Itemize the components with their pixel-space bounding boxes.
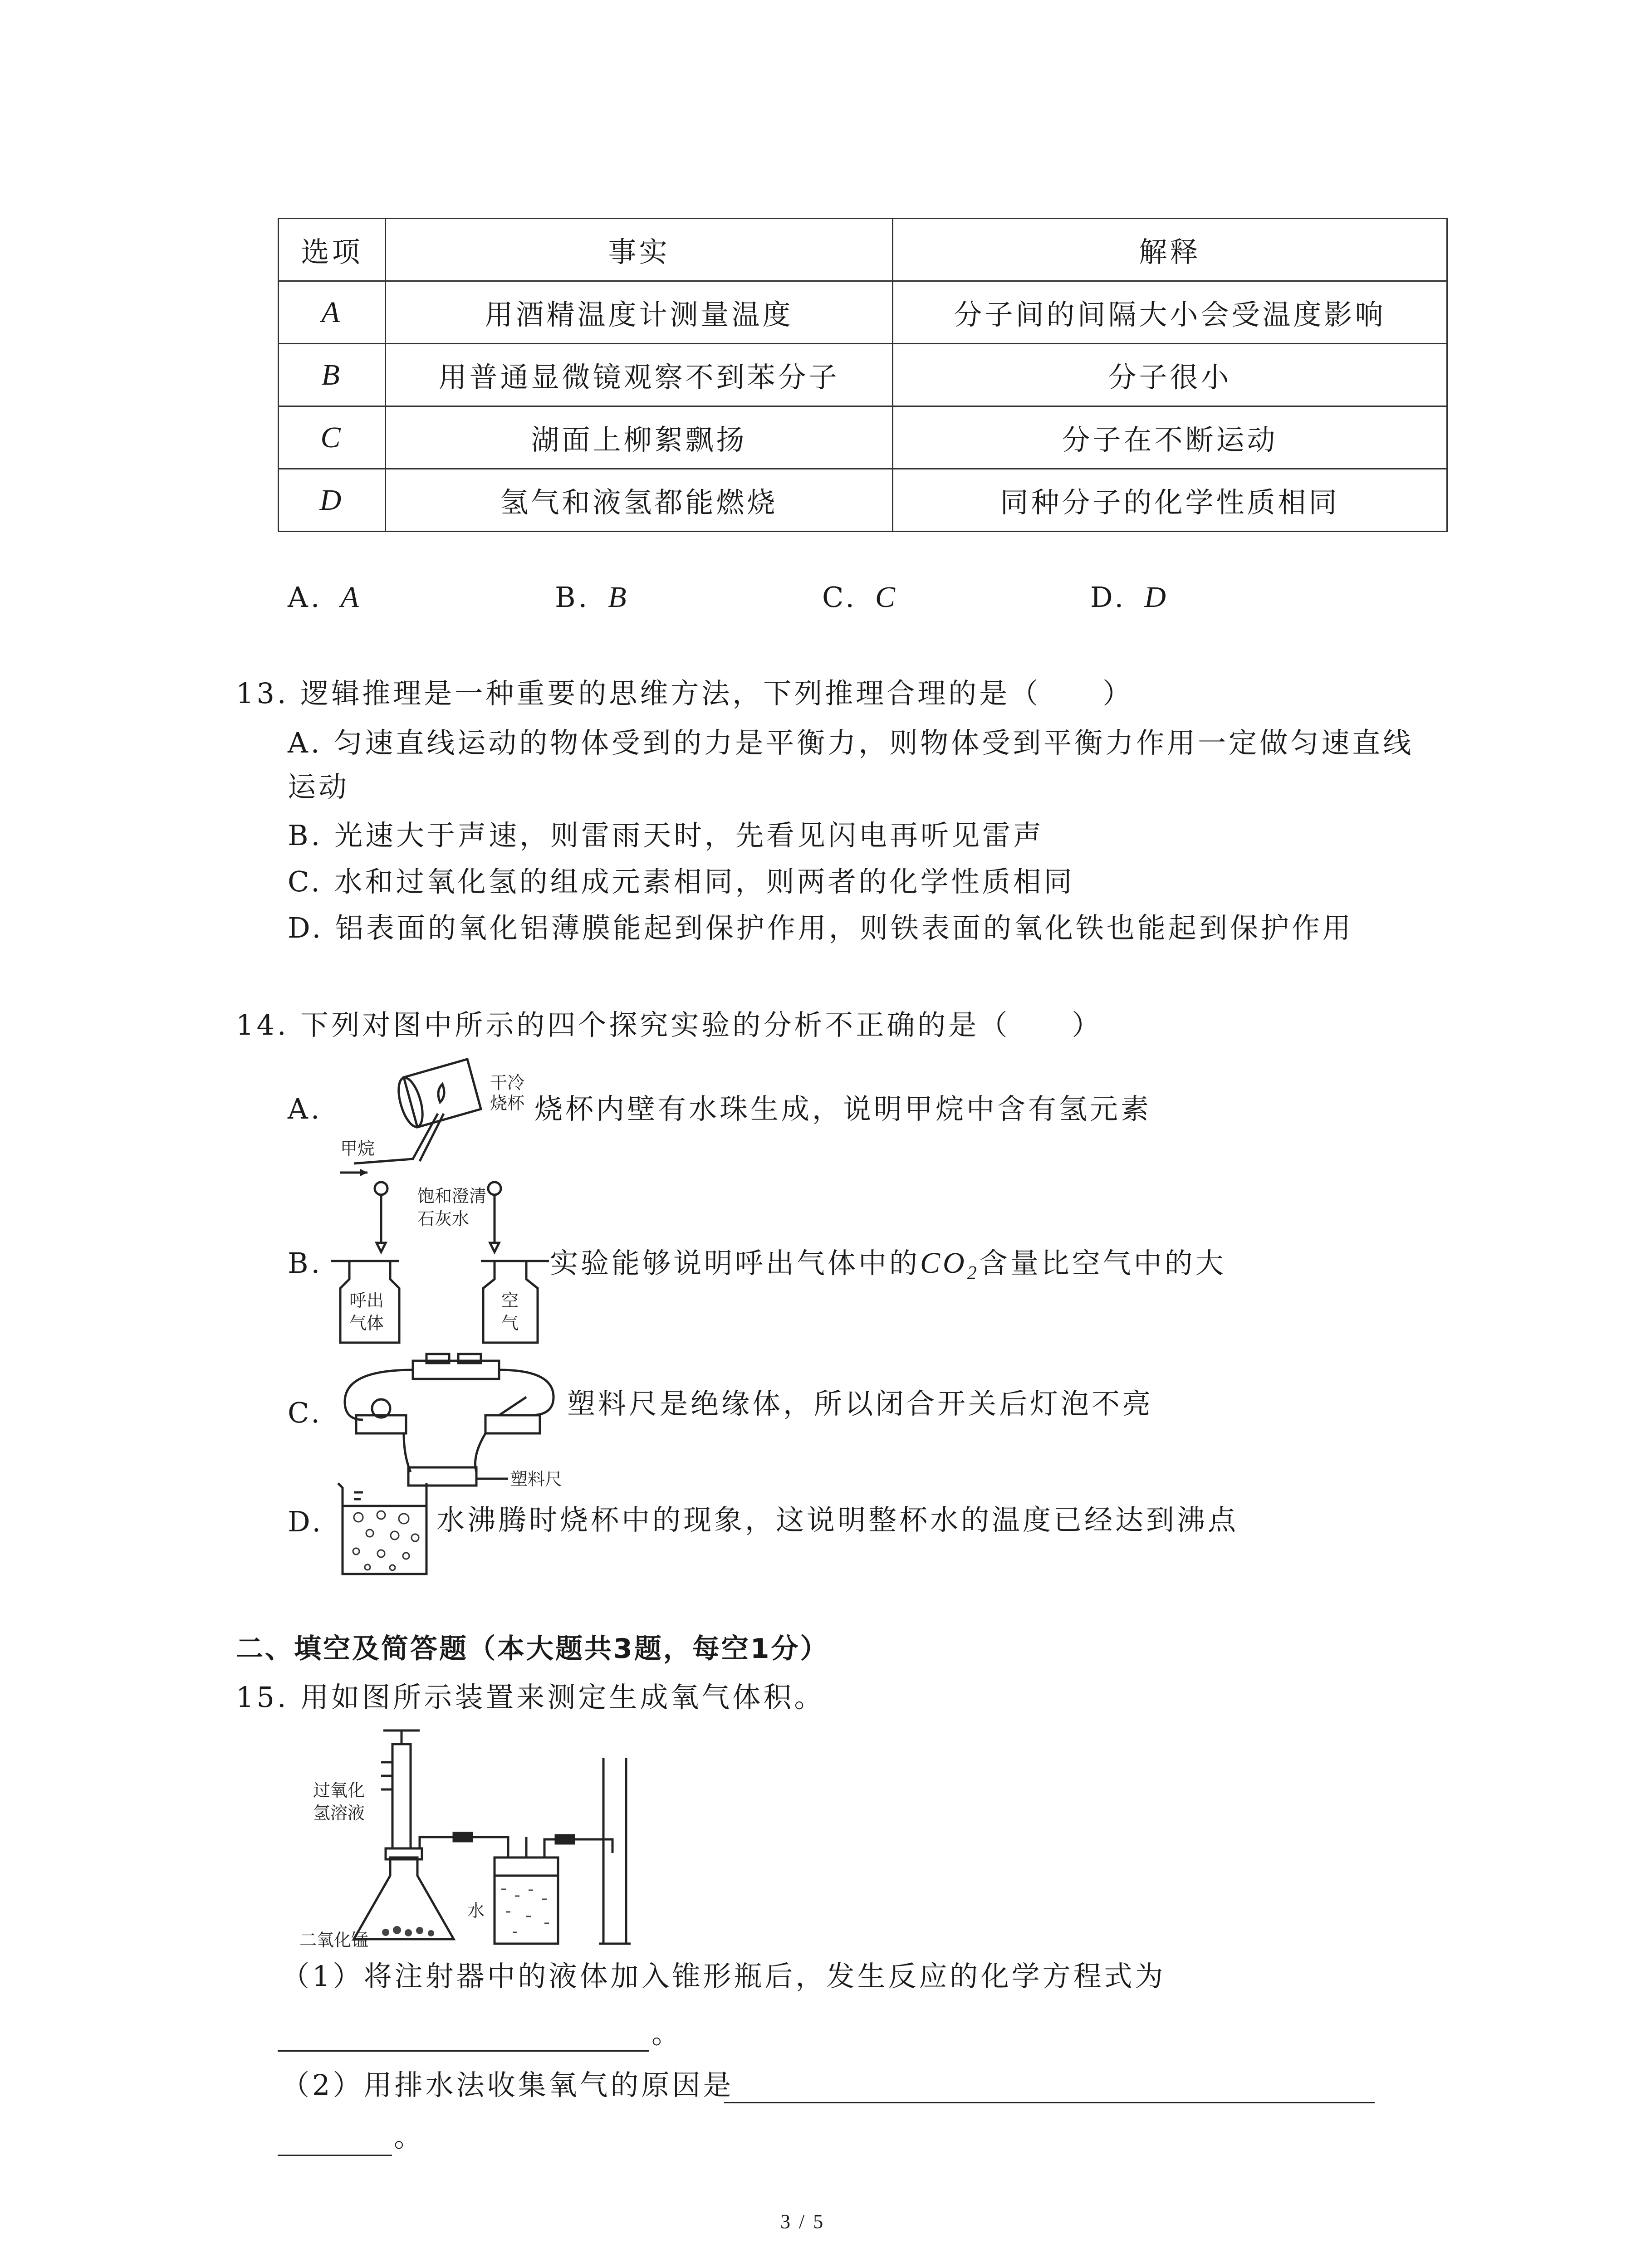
q12-choice-a[interactable]	[288, 577, 362, 618]
air-label-1: 空	[501, 1290, 519, 1310]
row-option: B	[279, 344, 386, 406]
table-row	[279, 281, 1447, 344]
limewater-label-1: 饱和澄清	[417, 1186, 487, 1206]
mno2-label: 二氧化锰	[299, 1930, 369, 1950]
row-fact: 湖面上柳絮飘扬	[386, 406, 893, 469]
q15-answer-blank-2[interactable]	[724, 2102, 1375, 2103]
air-label-2: 气	[501, 1313, 519, 1333]
q14-option-d-text: 水沸腾时烧杯中的现象，这说明整杯水的温度已经达到沸点	[436, 1503, 1239, 1536]
oxygen-volume-apparatus	[299, 1721, 644, 1957]
choice-value: D	[1144, 581, 1169, 614]
q12-choice-b[interactable]	[555, 577, 629, 618]
limewater-label-2: 石灰水	[417, 1209, 470, 1229]
boiling-beaker-figure	[336, 1479, 436, 1579]
q12-choice-c[interactable]	[822, 577, 898, 618]
q14-option-c-text: 塑料尺是绝缘体，所以闭合开关后灯泡不亮	[567, 1387, 1154, 1420]
q14-option-c-letter[interactable]: C.	[288, 1396, 323, 1429]
q12-table	[278, 218, 1448, 532]
row-fact: 氢气和液氢都能燃烧	[386, 469, 893, 532]
q15-part2: （2）用排水法收集氧气的原因是	[281, 2068, 734, 2102]
q13-stem: 13. 逻辑推理是一种重要的思维方法，下列推理合理的是（ ）	[236, 677, 1134, 710]
q14-stem: 14. 下列对图中所示的四个探究实验的分析不正确的是（ ）	[236, 1008, 1103, 1041]
q14-option-a-text: 烧杯内壁有水珠生成，说明甲烷中含有氢元素	[534, 1092, 1152, 1125]
q14-option-b-text	[550, 1243, 1226, 1294]
choice-letter: D.	[1090, 581, 1127, 614]
page-number: 3 / 5	[780, 2210, 825, 2233]
ruler-label: 塑料尺	[510, 1469, 563, 1488]
header-explanation: 解释	[893, 219, 1447, 281]
q13-option-a-cont: 运动	[288, 770, 350, 803]
choice-letter: C.	[822, 581, 857, 614]
q13-option-c[interactable]: C. 水和过氧化氢的组成元素相同，则两者的化学性质相同	[288, 865, 1075, 898]
methane-combustion-figure	[336, 1046, 535, 1182]
q14-option-a-letter[interactable]: A.	[288, 1092, 323, 1125]
q14-option-b-letter[interactable]: B.	[288, 1246, 323, 1280]
h2o2-label-2: 氢溶液	[313, 1803, 365, 1823]
option-b-text-before: 实验能够说明呼出气体中的	[550, 1246, 921, 1280]
row-fact: 用普通显微镜观察不到苯分子	[386, 344, 893, 406]
q14-option-d-letter[interactable]: D.	[288, 1505, 324, 1538]
q15-stem: 15. 用如图所示装置来测定生成氧气体积。	[236, 1681, 825, 1714]
q15-answer-blank-1[interactable]	[278, 2050, 649, 2052]
exhaled-label-2: 气体	[349, 1313, 384, 1333]
table-row	[279, 406, 1447, 469]
methane-label: 甲烷	[340, 1139, 375, 1158]
h2o2-label-1: 过氧化	[313, 1780, 365, 1800]
beaker-label-1: 干冷	[490, 1073, 525, 1093]
q15-part1-end: 。	[652, 2017, 683, 2050]
choice-letter: A.	[288, 581, 323, 614]
table-row	[279, 469, 1447, 532]
choice-value: A	[340, 581, 362, 614]
section-2-title: 二、填空及简答题（本大题共3题，每空1分）	[236, 1633, 829, 1665]
row-option: D	[279, 469, 386, 532]
choice-letter: B.	[555, 581, 590, 614]
row-explanation: 分子很小	[893, 344, 1447, 406]
q15-answer-blank-2-cont[interactable]	[278, 2155, 392, 2156]
water-label: 水	[467, 1901, 485, 1921]
option-b-text-after: 含量比空气中的大	[979, 1246, 1226, 1280]
row-fact: 用酒精温度计测量温度	[386, 281, 893, 344]
row-explanation: 同种分子的化学性质相同	[893, 469, 1447, 532]
beaker-label-2: 烧杯	[490, 1093, 525, 1113]
row-explanation: 分子在不断运动	[893, 406, 1447, 469]
q13-option-a[interactable]: A. 匀速直线运动的物体受到的力是平衡力，则物体受到平衡力作用一定做匀速直线	[288, 726, 1414, 759]
q15-part2-end: 。	[394, 2120, 425, 2153]
exhaled-label-1: 呼出	[349, 1290, 384, 1310]
choice-value: C	[875, 581, 898, 614]
circuit-figure	[336, 1352, 572, 1488]
row-option: C	[279, 406, 386, 469]
q12-choice-d[interactable]	[1090, 577, 1169, 618]
q13-option-d[interactable]: D. 铝表面的氧化铝薄膜能起到保护作用，则铁表面的氧化铁也能起到保护作用	[288, 911, 1353, 944]
co2-comparison-figure	[331, 1175, 549, 1347]
co2-subscript: 2	[967, 1263, 980, 1284]
table-header-row	[279, 219, 1447, 281]
header-option: 选项	[279, 219, 386, 281]
row-explanation: 分子间的间隔大小会受温度影响	[893, 281, 1447, 344]
q13-option-b[interactable]: B. 光速大于声速，则雷雨天时，先看见闪电再听见雷声	[288, 819, 1044, 852]
header-fact: 事实	[386, 219, 893, 281]
co2-formula: CO	[920, 1246, 967, 1280]
row-option: A	[279, 281, 386, 344]
table-row	[279, 344, 1447, 406]
choice-value: B	[608, 581, 629, 614]
q15-part1: （1）将注射器中的液体加入锥形瓶后，发生反应的化学方程式为	[281, 1960, 1166, 1993]
